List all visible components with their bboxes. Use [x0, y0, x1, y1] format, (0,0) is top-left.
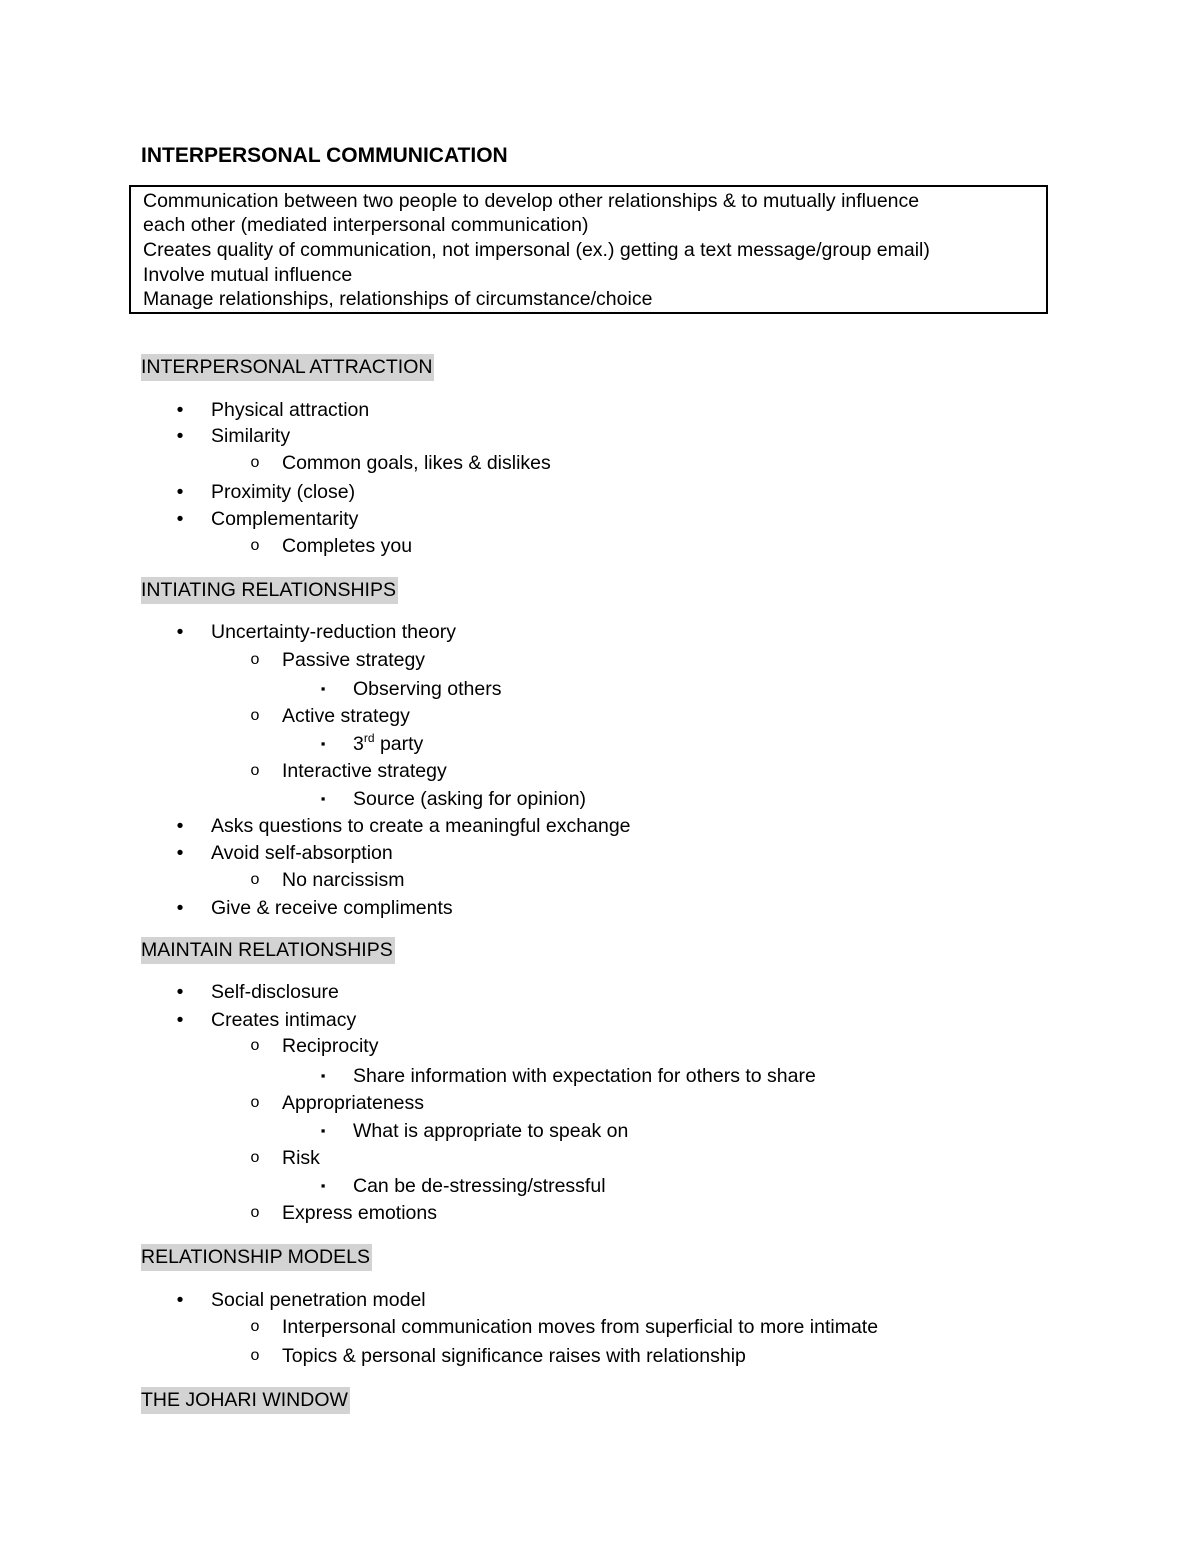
- square-bullet-icon: ▪: [320, 681, 326, 696]
- list-item: Active strategy: [282, 705, 410, 727]
- square-bullet-icon: ▪: [320, 1068, 326, 1083]
- list-item: Similarity: [211, 425, 291, 447]
- list-item: Interpersonal communication moves from superficial to more intimate: [282, 1316, 879, 1338]
- list-item: Creates intimacy: [211, 1009, 357, 1031]
- list-item-text-rest: party: [374, 733, 424, 755]
- summary-box: [129, 185, 1048, 314]
- section-heading: INTIATING RELATIONSHIPS: [141, 577, 398, 604]
- summary-line: Manage relationships, relationships of circumstance/choice: [143, 288, 653, 310]
- section-heading: THE JOHARI WINDOW: [141, 1387, 350, 1414]
- list-item: Topics & personal significance raises with relationship: [282, 1345, 746, 1367]
- circle-bullet-icon: o: [250, 1149, 260, 1166]
- list-item: Express emotions: [282, 1202, 437, 1224]
- list-item: Uncertainty-reduction theory: [211, 621, 456, 643]
- list-item: Give & receive compliments: [211, 897, 453, 919]
- superscript: rd: [363, 731, 375, 745]
- bullet-icon: •: [176, 842, 184, 864]
- bullet-icon: •: [176, 815, 184, 837]
- section-heading: RELATIONSHIP MODELS: [141, 1244, 372, 1271]
- square-bullet-icon: ▪: [320, 1123, 326, 1138]
- bullet-icon: •: [176, 508, 184, 530]
- square-bullet-icon: ▪: [320, 791, 326, 806]
- bullet-icon: •: [176, 399, 184, 421]
- list-item: Common goals, likes & dislikes: [282, 452, 551, 474]
- list-item: Share information with expectation for others to share: [353, 1065, 816, 1087]
- list-item: Complementarity: [211, 508, 359, 530]
- page-title: INTERPERSONAL COMMUNICATION: [141, 144, 508, 167]
- square-bullet-icon: ▪: [320, 736, 326, 751]
- list-item: Source (asking for opinion): [353, 788, 587, 810]
- circle-bullet-icon: o: [250, 1347, 260, 1364]
- list-item: No narcissism: [282, 869, 405, 891]
- list-item: Risk: [282, 1147, 320, 1169]
- summary-line: Creates quality of communication, not impersonal (ex.) getting a text message/group email): [143, 239, 930, 261]
- list-item: What is appropriate to speak on: [353, 1120, 629, 1142]
- bullet-icon: •: [176, 1289, 184, 1311]
- list-item: Self-disclosure: [211, 981, 339, 1003]
- circle-bullet-icon: o: [250, 1037, 260, 1054]
- square-bullet-icon: ▪: [320, 1178, 326, 1193]
- circle-bullet-icon: o: [250, 762, 260, 779]
- bullet-icon: •: [176, 1009, 184, 1031]
- list-item: Completes you: [282, 535, 413, 557]
- list-item: Can be de-stressing/stressful: [353, 1175, 606, 1197]
- circle-bullet-icon: o: [250, 1204, 260, 1221]
- bullet-icon: •: [176, 897, 184, 919]
- summary-line: each other (mediated interpersonal communication): [143, 214, 589, 236]
- list-item: [353, 732, 423, 756]
- list-item: Physical attraction: [211, 399, 370, 421]
- bullet-icon: •: [176, 621, 184, 643]
- circle-bullet-icon: o: [250, 707, 260, 724]
- section-heading: MAINTAIN RELATIONSHIPS: [141, 937, 395, 964]
- circle-bullet-icon: o: [250, 651, 260, 668]
- summary-line: Communication between two people to develop other relationships & to mutually influence: [143, 190, 920, 212]
- circle-bullet-icon: o: [250, 537, 260, 554]
- circle-bullet-icon: o: [250, 454, 260, 471]
- summary-line: Involve mutual influence: [143, 264, 353, 286]
- list-item-text: 3: [353, 733, 364, 755]
- circle-bullet-icon: o: [250, 871, 260, 888]
- list-item: Reciprocity: [282, 1035, 379, 1057]
- bullet-icon: •: [176, 425, 184, 447]
- list-item: Appropriateness: [282, 1092, 425, 1114]
- list-item: Avoid self-absorption: [211, 842, 393, 864]
- circle-bullet-icon: o: [250, 1094, 260, 1111]
- bullet-icon: •: [176, 481, 184, 503]
- section-heading: INTERPERSONAL ATTRACTION: [141, 354, 434, 381]
- list-item: Observing others: [353, 678, 502, 700]
- list-item: Social penetration model: [211, 1289, 426, 1311]
- bullet-icon: •: [176, 981, 184, 1003]
- list-item: Interactive strategy: [282, 760, 447, 782]
- list-item: Proximity (close): [211, 481, 356, 503]
- list-item: Passive strategy: [282, 649, 426, 671]
- list-item: Asks questions to create a meaningful exchange: [211, 815, 631, 837]
- circle-bullet-icon: o: [250, 1318, 260, 1335]
